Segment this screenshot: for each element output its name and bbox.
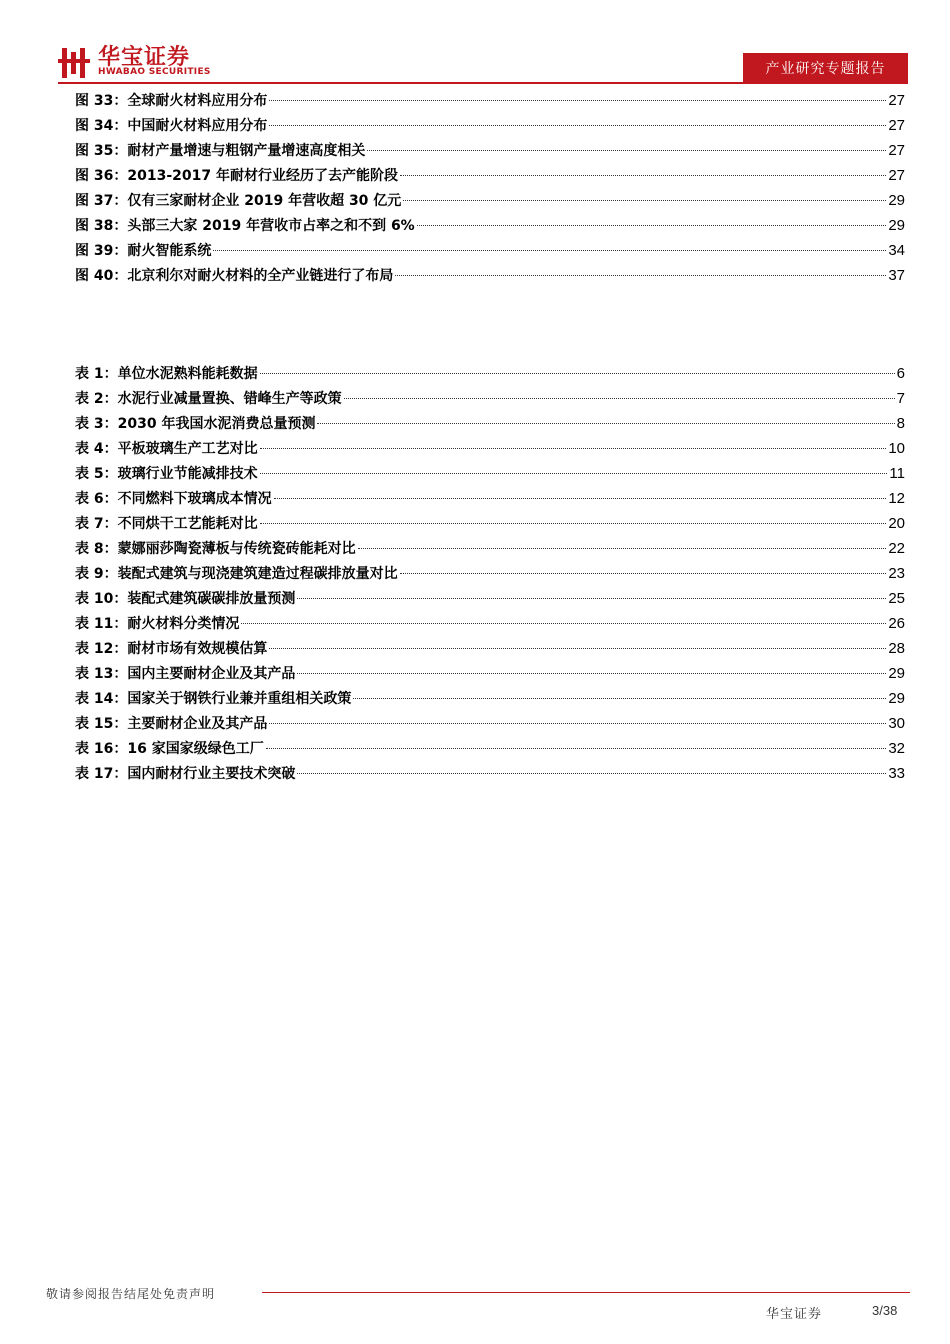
- leader-dots: [317, 422, 894, 424]
- table-title: 表 8：蒙娜丽莎陶瓷薄板与传统瓷砖能耗对比: [75, 541, 356, 557]
- header-divider: [58, 82, 908, 84]
- leader-dots: [297, 672, 886, 674]
- table-title: 表 16：16 家国家级绿色工厂: [75, 741, 264, 757]
- figure-page-number: 27: [888, 92, 905, 109]
- table-index-item[interactable]: [75, 436, 905, 461]
- leader-dots: [274, 497, 887, 499]
- leader-dots: [213, 249, 886, 251]
- leader-dots: [269, 647, 886, 649]
- table-title: 表 9：装配式建筑与现浇建筑建造过程碳排放量对比: [75, 566, 398, 582]
- figure-title: 图 39：耐火智能系统: [75, 243, 212, 259]
- table-index-item[interactable]: [75, 386, 905, 411]
- footer-page-number: 3/38: [872, 1303, 898, 1318]
- leader-dots: [260, 447, 887, 449]
- table-index-item[interactable]: [75, 411, 905, 436]
- table-title: 表 11：耐火材料分类情况: [75, 616, 240, 632]
- table-index-item[interactable]: [75, 761, 905, 786]
- leader-dots: [358, 547, 887, 549]
- table-page-number: 10: [888, 440, 905, 457]
- figure-page-number: 34: [888, 242, 905, 259]
- table-page-number: 26: [888, 615, 905, 632]
- footer-company-name: 华宝证券: [766, 1307, 823, 1322]
- table-index-item[interactable]: [75, 361, 905, 386]
- figure-page-number: 27: [888, 117, 905, 134]
- leader-dots: [260, 522, 887, 524]
- table-title: 表 10：装配式建筑碳碳排放量预测: [75, 591, 296, 607]
- figure-index-item[interactable]: [75, 88, 905, 113]
- figure-index-item[interactable]: [75, 213, 905, 238]
- report-type-badge: 产业研究专题报告: [743, 53, 908, 82]
- table-index-item[interactable]: [75, 636, 905, 661]
- page-header: [0, 0, 950, 90]
- table-title: 表 3：2030 年我国水泥消费总量预测: [75, 416, 316, 432]
- table-title: 表 5：玻璃行业节能减排技术: [75, 466, 258, 482]
- figure-index-item[interactable]: [75, 163, 905, 188]
- table-title: 表 14：国家关于钢铁行业兼并重组相关政策: [75, 691, 352, 707]
- figure-title: 图 40：北京利尔对耐火材料的全产业链进行了布局: [75, 268, 394, 284]
- leader-dots: [395, 274, 886, 276]
- table-index-item[interactable]: [75, 536, 905, 561]
- table-page-number: 29: [888, 690, 905, 707]
- table-page-number: 28: [888, 640, 905, 657]
- table-index-item[interactable]: [75, 661, 905, 686]
- table-index-list: [75, 361, 905, 786]
- leader-dots: [353, 697, 886, 699]
- table-page-number: 12: [888, 490, 905, 507]
- footer-divider: [262, 1292, 910, 1293]
- footer-disclaimer: 敬请参阅报告结尾处免责声明: [46, 1287, 216, 1301]
- figure-index-list: [75, 88, 905, 288]
- leader-dots: [269, 124, 886, 126]
- table-page-number: 8: [896, 415, 905, 432]
- figure-index-item[interactable]: [75, 113, 905, 138]
- table-page-number: 6: [896, 365, 905, 382]
- table-title: 表 6：不同燃料下玻璃成本情况: [75, 491, 272, 507]
- leader-dots: [260, 372, 895, 374]
- figure-title: 图 33：全球耐火材料应用分布: [75, 93, 268, 109]
- figure-page-number: 29: [888, 192, 905, 209]
- leader-dots: [367, 149, 886, 151]
- table-title: 表 1：单位水泥熟料能耗数据: [75, 366, 258, 382]
- figure-page-number: 27: [888, 142, 905, 159]
- figure-page-number: 27: [888, 167, 905, 184]
- leader-dots: [403, 199, 886, 201]
- table-page-number: 20: [888, 515, 905, 532]
- table-page-number: 29: [888, 665, 905, 682]
- table-index-item[interactable]: [75, 586, 905, 611]
- leader-dots: [297, 597, 886, 599]
- leader-dots: [241, 622, 886, 624]
- figure-index-item[interactable]: [75, 263, 905, 288]
- table-index-item[interactable]: [75, 561, 905, 586]
- figure-title: 图 35：耐材产量增速与粗钢产量增速高度相关: [75, 143, 366, 159]
- table-title: 表 17：国内耐材行业主要技术突破: [75, 766, 296, 782]
- figure-index-item[interactable]: [75, 238, 905, 263]
- table-index-item[interactable]: [75, 611, 905, 636]
- table-index-item[interactable]: [75, 686, 905, 711]
- figure-title: 图 38：头部三大家 2019 年营收市占率之和不到 6%: [75, 218, 415, 234]
- leader-dots: [344, 397, 895, 399]
- table-page-number: 7: [896, 390, 905, 407]
- leader-dots: [297, 772, 886, 774]
- leader-dots: [400, 572, 887, 574]
- table-index-item[interactable]: [75, 736, 905, 761]
- hwabao-logo-icon: [58, 46, 92, 80]
- table-page-number: 33: [888, 765, 905, 782]
- table-page-number: 22: [888, 540, 905, 557]
- leader-dots: [269, 722, 886, 724]
- table-page-number: 11: [889, 465, 905, 482]
- table-page-number: 32: [888, 740, 905, 757]
- leader-dots: [260, 472, 888, 474]
- figure-page-number: 29: [888, 217, 905, 234]
- logo-chinese-name: 华宝证券: [98, 45, 191, 70]
- table-title: 表 13：国内主要耐材企业及其产品: [75, 666, 296, 682]
- table-page-number: 30: [888, 715, 905, 732]
- table-index-item[interactable]: [75, 711, 905, 736]
- table-index-item[interactable]: [75, 511, 905, 536]
- figure-title: 图 37：仅有三家耐材企业 2019 年营收超 30 亿元: [75, 193, 402, 209]
- table-index-item[interactable]: [75, 486, 905, 511]
- table-title: 表 12：耐材市场有效规模估算: [75, 641, 268, 657]
- table-page-number: 23: [888, 565, 905, 582]
- table-title: 表 7：不同烘干工艺能耗对比: [75, 516, 258, 532]
- figure-index-item[interactable]: [75, 138, 905, 163]
- table-index-item[interactable]: [75, 461, 905, 486]
- table-title: 表 2：水泥行业减量置换、错峰生产等政策: [75, 391, 342, 407]
- leader-dots: [269, 99, 886, 101]
- figure-index-item[interactable]: [75, 188, 905, 213]
- figure-title: 图 34：中国耐火材料应用分布: [75, 118, 268, 134]
- leader-dots: [266, 747, 887, 749]
- table-title: 表 15：主要耐材企业及其产品: [75, 716, 268, 732]
- table-title: 表 4：平板玻璃生产工艺对比: [75, 441, 258, 457]
- leader-dots: [417, 224, 887, 226]
- table-page-number: 25: [888, 590, 905, 607]
- figure-title: 图 36：2013-2017 年耐材行业经历了去产能阶段: [75, 168, 398, 184]
- leader-dots: [400, 174, 886, 176]
- logo-english-name: HWABAO SECURITIES: [98, 67, 211, 77]
- figure-page-number: 37: [888, 267, 905, 284]
